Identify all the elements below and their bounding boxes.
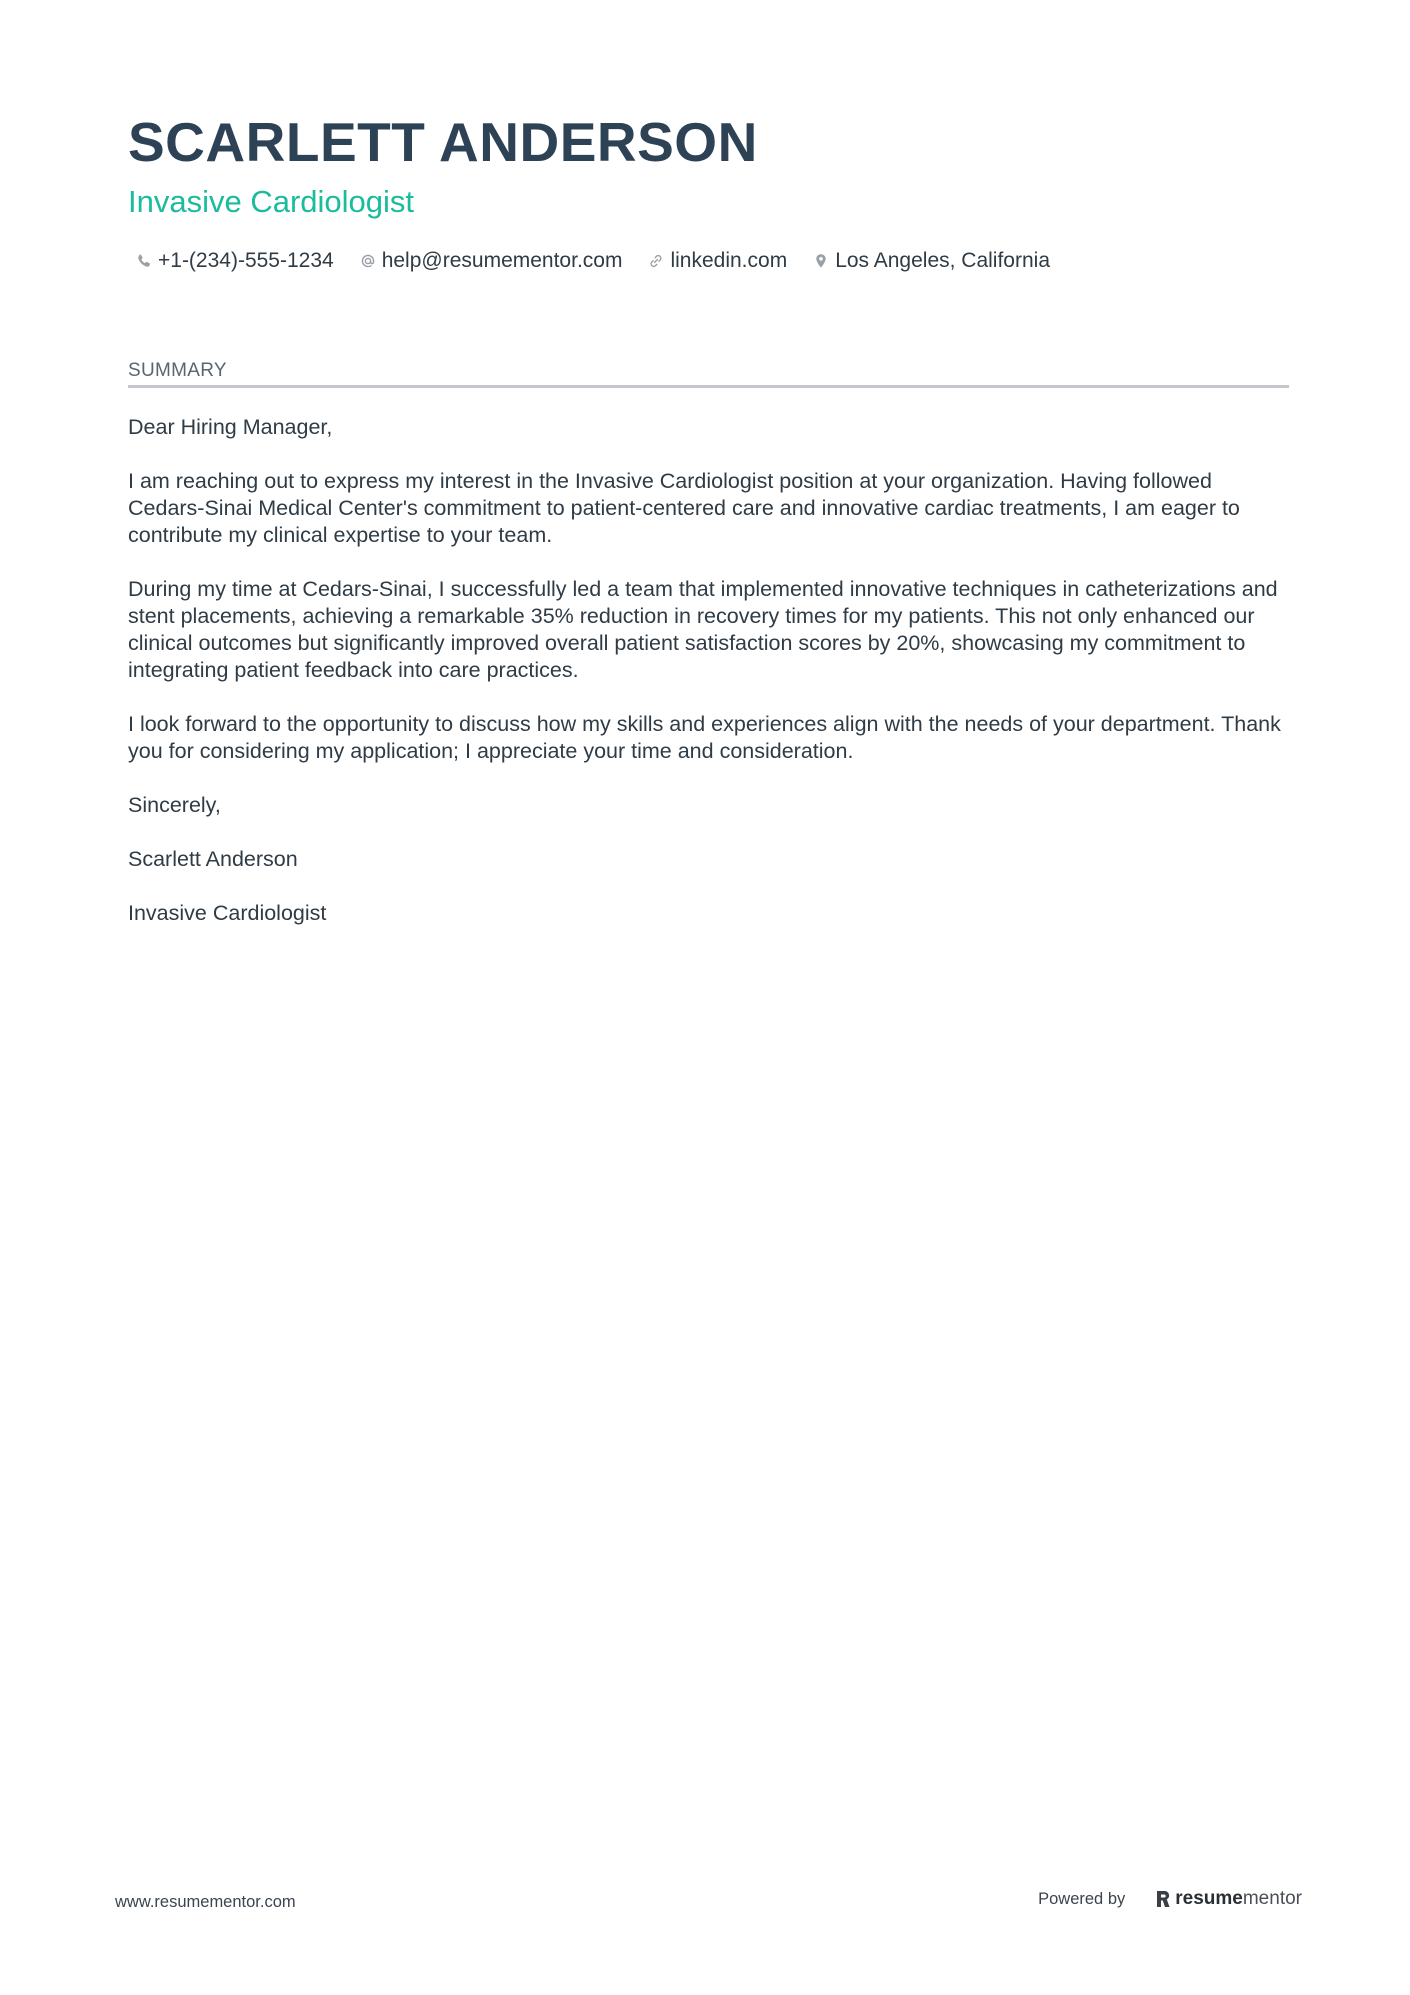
contact-location bbox=[813, 249, 1050, 273]
link-icon bbox=[648, 253, 664, 269]
footer-powered-by bbox=[1038, 1888, 1302, 1910]
letter-signature-name: Scarlett Anderson bbox=[128, 847, 298, 871]
candidate-name: SCARLETT ANDERSON bbox=[128, 111, 758, 173]
brand-name-strong: resume bbox=[1175, 1888, 1243, 1909]
at-icon bbox=[360, 253, 376, 269]
contact-email-text[interactable]: help@resumementor.com bbox=[381, 249, 623, 272]
phone-icon bbox=[136, 253, 152, 269]
letter-signature-title: Invasive Cardiologist bbox=[128, 901, 327, 925]
contact-linkedin[interactable] bbox=[648, 249, 787, 273]
contact-row bbox=[136, 245, 1076, 277]
resumementor-logo-icon bbox=[1155, 1889, 1171, 1909]
summary-heading: SUMMARY bbox=[128, 360, 1289, 388]
letter-paragraph: I am reaching out to express my interest in the Invasive Cardiologist position at your organization. Having followed Cedars-Sinai Medical Center's commitment to patient-centered care and innovative cardiac treatments, I am eager to contribute my clinical expertise to your team. bbox=[128, 469, 1240, 547]
candidate-role: Invasive Cardiologist bbox=[128, 184, 415, 219]
letter-paragraph: I look forward to the opportunity to discuss how my skills and experiences align with the needs of your department. Thank you for considering my application; I appreciate your time and consideration. bbox=[128, 712, 1281, 763]
contact-linkedin-text[interactable]: linkedin.com bbox=[670, 249, 788, 272]
contact-phone-text: +1-(234)-555-1234 bbox=[158, 249, 334, 272]
contact-email[interactable] bbox=[360, 249, 623, 273]
letter-closing: Sincerely, bbox=[128, 793, 221, 817]
brand-name-light: mentor bbox=[1242, 1888, 1302, 1909]
cover-letter-body bbox=[128, 414, 1293, 954]
brand-logo[interactable] bbox=[1155, 1888, 1302, 1910]
letter-paragraph: During my time at Cedars-Sinai, I successfully led a team that implemented innovative techniques in catheterizations and stent placements, achieving a remarkable 35% reduction in recovery times for my patients. This not only enhanced our clinical outcomes but significantly improved overall patient satisfaction scores by 20%, showcasing my commitment to integrating patient feedback into care practices. bbox=[128, 577, 1278, 682]
footer-website[interactable]: www.resumementor.com bbox=[115, 1893, 296, 1911]
powered-by-label: Powered by bbox=[1038, 1889, 1126, 1908]
letter-salutation: Dear Hiring Manager, bbox=[128, 415, 333, 439]
contact-location-text: Los Angeles, California bbox=[835, 249, 1051, 272]
contact-phone bbox=[136, 249, 334, 273]
location-pin-icon bbox=[813, 253, 829, 269]
